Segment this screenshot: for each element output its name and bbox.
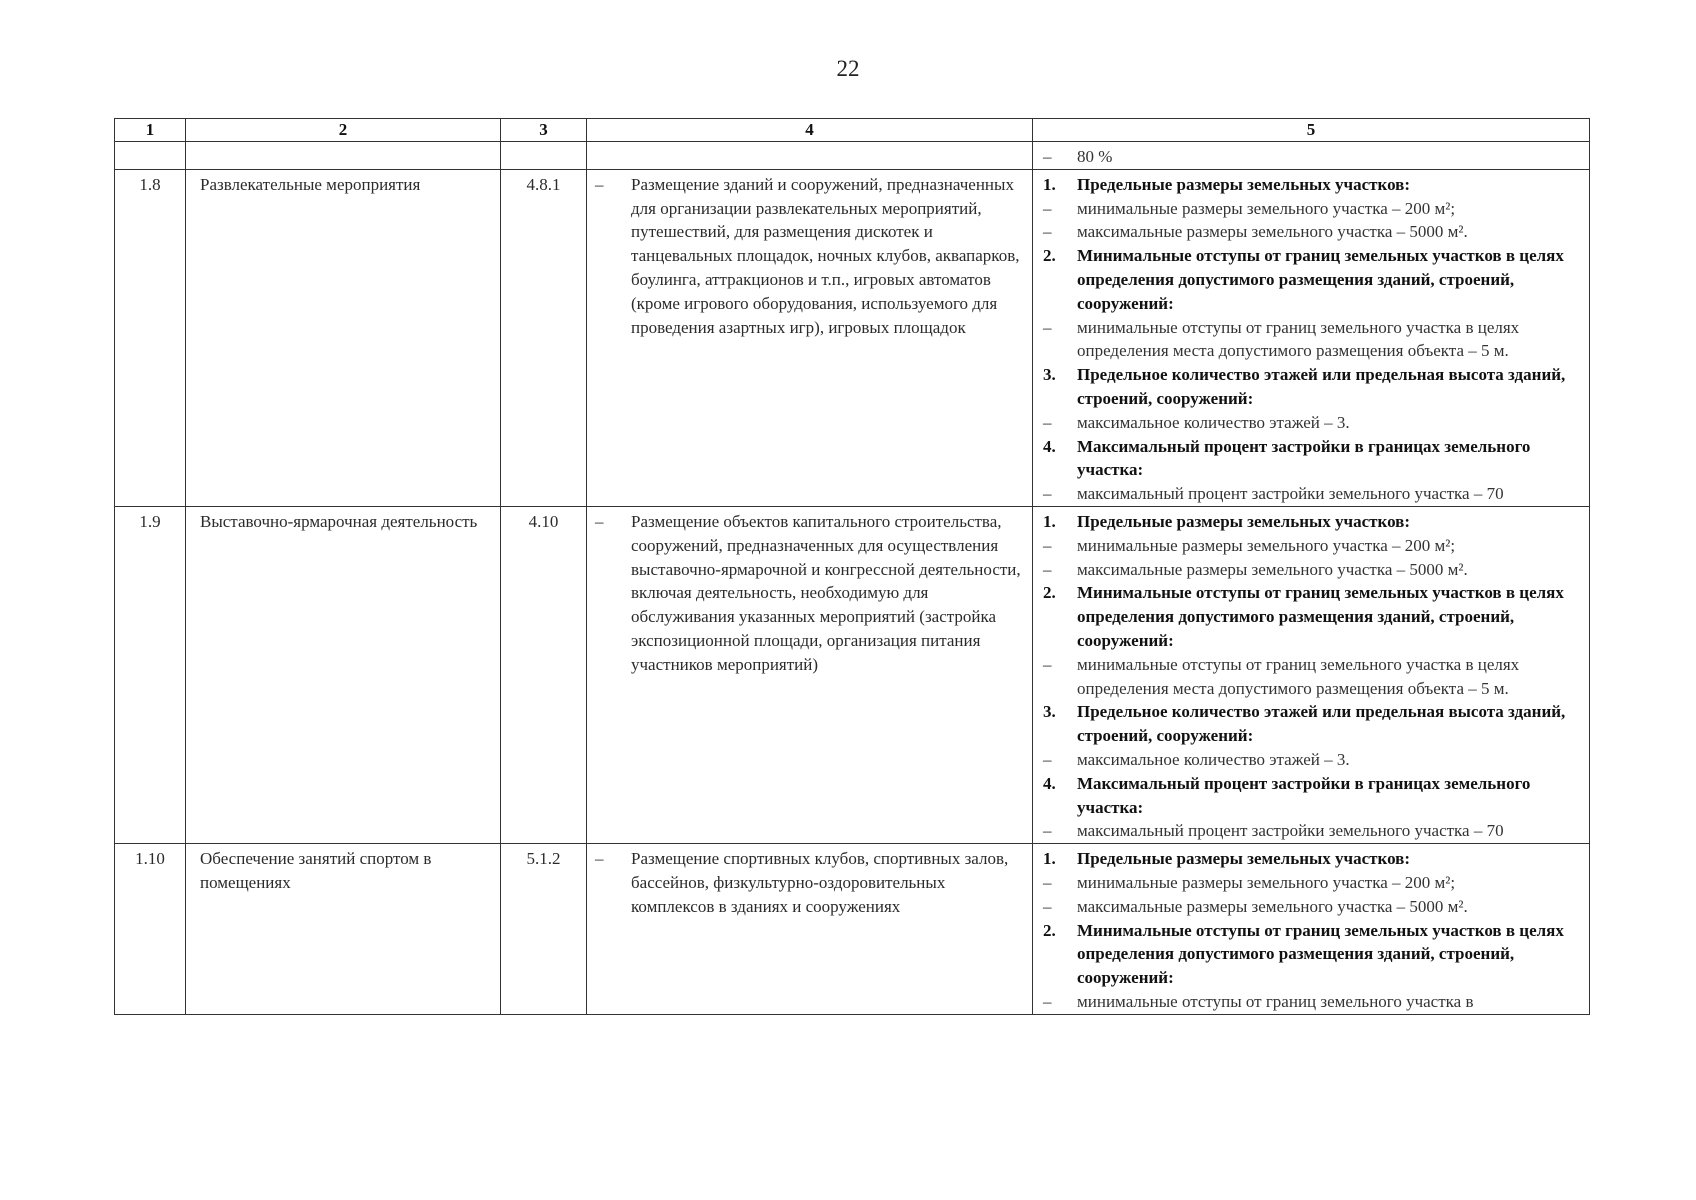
parameter-heading xyxy=(1041,244,1581,315)
use-description-cell xyxy=(587,506,1033,843)
parameter-item xyxy=(1041,220,1581,244)
dash-marker: – xyxy=(1043,317,1052,337)
row-number: 1.10 xyxy=(115,844,186,1015)
parameter-text: Предельные размеры земельных участков: xyxy=(1077,849,1411,869)
use-description: Размещение зданий и сооружений, предназначенных для организации развлекательных мероприятий, путешествий, для размещения дискотек и танцевальных площадок, ночных клубов, аквапарков, боулинга, аттракционов и т.п., игровых автоматов (кроме игрового оборудования, используемого для проведения азартных игр), игровых площадок xyxy=(631,174,1020,337)
use-description: Размещение спортивных клубов, спортивных залов, бассейнов, физкультурно-оздоровительных комплексов в зданиях и сооружениях xyxy=(631,849,1009,916)
dash-marker: – xyxy=(595,511,604,531)
parameters-cell xyxy=(1033,844,1590,1015)
parameter-text: максимальный процент застройки земельного участка – 70 xyxy=(1077,484,1504,504)
land-use-table xyxy=(114,118,1590,1015)
use-name: Развлекательные мероприятия xyxy=(186,169,501,506)
dash-marker: – xyxy=(1043,412,1052,432)
parameters-cell xyxy=(1033,169,1590,506)
header-col-3: 3 xyxy=(501,119,587,142)
parameter-text: минимальные отступы от границ земельного участка в xyxy=(1077,991,1474,1011)
list-number: 1. xyxy=(1043,511,1056,531)
list-number: 3. xyxy=(1043,702,1056,722)
parameter-text: Минимальные отступы от границ земельных участков в целях определения допустимого размещения зданий, строений, сооружений: xyxy=(1077,246,1564,313)
dash-marker: – xyxy=(1043,222,1052,242)
parameter-text: максимальный процент застройки земельного участка – 70 xyxy=(1077,821,1504,841)
parameter-heading xyxy=(1041,435,1581,483)
table-row xyxy=(115,844,1590,1015)
list-number: 4. xyxy=(1043,773,1056,793)
header-col-4: 4 xyxy=(587,119,1033,142)
use-name: Обеспечение занятий спортом в помещениях xyxy=(186,844,501,1015)
parameter-text: Максимальный процент застройки в границах земельного участка: xyxy=(1077,773,1531,817)
header-row xyxy=(115,119,1590,142)
page-number: 22 xyxy=(836,56,860,81)
dash-marker: – xyxy=(1043,484,1052,504)
list-number: 2. xyxy=(1043,920,1056,940)
dash-marker: – xyxy=(595,174,604,194)
parameter-heading xyxy=(1041,772,1581,820)
list-number: 1. xyxy=(1043,849,1056,869)
parameter-text: Предельное количество этажей или предельная высота зданий, строений, сооружений: xyxy=(1077,365,1566,408)
row-number: 1.8 xyxy=(115,169,186,506)
parameter-text: Минимальные отступы от границ земельных участков в целях определения допустимого размещения зданий, строений, сооружений: xyxy=(1077,583,1564,650)
use-name: Выставочно-ярмарочная деятельность xyxy=(186,506,501,843)
parameter-heading xyxy=(1041,847,1581,871)
use-description-cell xyxy=(587,169,1033,506)
dash-marker: – xyxy=(1043,896,1052,916)
parameter-item xyxy=(1041,819,1581,843)
continuation-row xyxy=(115,142,1590,170)
parameter-heading xyxy=(1041,363,1581,411)
list-number: 2. xyxy=(1043,583,1056,603)
parameter-text: минимальные размеры земельного участка – 200 м²; xyxy=(1077,198,1456,218)
parameter-heading xyxy=(1041,581,1581,652)
header-col-1: 1 xyxy=(115,119,186,142)
use-description: Размещение объектов капитального строительства, сооружений, предназначенных для осуществления выставочно-ярмарочной и конгрессной деятельности, включая деятельность, необходимую для обслуживания указанных мероприятий (застройка экспозиционной площади, организация питания участников мероприятий) xyxy=(631,511,1021,674)
parameter-item xyxy=(1041,748,1581,772)
parameter-heading xyxy=(1041,919,1581,990)
parameter-item xyxy=(1041,990,1581,1014)
use-code: 4.8.1 xyxy=(501,169,587,506)
parameter-item xyxy=(1041,482,1581,506)
dash-marker: – xyxy=(1043,198,1052,218)
parameters-cell xyxy=(1033,506,1590,843)
continuation-cell xyxy=(1033,142,1590,170)
parameter-item xyxy=(1041,534,1581,558)
use-code: 5.1.2 xyxy=(501,844,587,1015)
table-row xyxy=(115,169,1590,506)
parameter-heading xyxy=(1041,510,1581,534)
parameter-text: максимальные размеры земельного участка – 5000 м². xyxy=(1077,222,1468,242)
table-row xyxy=(115,506,1590,843)
dash-marker: – xyxy=(1043,535,1052,555)
dash-marker: – xyxy=(1043,654,1052,674)
parameter-text: минимальные размеры земельного участка – 200 м²; xyxy=(1077,872,1456,892)
parameter-item xyxy=(1041,558,1581,582)
list-number: 1. xyxy=(1043,174,1056,194)
parameter-item xyxy=(1041,316,1581,364)
list-number: 2. xyxy=(1043,246,1056,266)
parameter-text: Предельные размеры земельных участков: xyxy=(1077,174,1411,194)
use-code: 4.10 xyxy=(501,506,587,843)
dash-marker: – xyxy=(595,849,604,869)
parameter-text: максимальные размеры земельного участка – 5000 м². xyxy=(1077,559,1468,579)
row-number: 1.9 xyxy=(115,506,186,843)
use-description-cell xyxy=(587,844,1033,1015)
parameter-text: минимальные отступы от границ земельного участка в целях определения места допустимого размещения объекта – 5 м. xyxy=(1077,317,1520,361)
continuation-text: 80 % xyxy=(1077,147,1113,166)
parameter-text: максимальное количество этажей – 3. xyxy=(1077,412,1350,432)
dash-marker: – xyxy=(1043,872,1052,892)
parameter-text: минимальные размеры земельного участка – 200 м²; xyxy=(1077,535,1456,555)
parameter-text: максимальные размеры земельного участка – 5000 м². xyxy=(1077,896,1468,916)
parameter-text: Максимальный процент застройки в границах земельного участка: xyxy=(1077,436,1531,480)
parameter-item xyxy=(1041,871,1581,895)
parameter-item xyxy=(1041,895,1581,919)
list-number: 4. xyxy=(1043,436,1056,456)
dash-marker: – xyxy=(1043,991,1052,1011)
parameter-item xyxy=(1041,411,1581,435)
dash-marker: – xyxy=(1043,821,1052,841)
parameter-text: минимальные отступы от границ земельного участка в целях определения места допустимого размещения объекта – 5 м. xyxy=(1077,654,1520,698)
parameter-heading xyxy=(1041,173,1581,197)
parameter-text: Предельное количество этажей или предельная высота зданий, строений, сооружений: xyxy=(1077,702,1566,746)
parameter-text: Предельные размеры земельных участков: xyxy=(1077,511,1411,531)
parameter-item xyxy=(1041,653,1581,701)
dash-marker: – xyxy=(1043,559,1052,579)
list-number: 3. xyxy=(1043,365,1056,385)
parameter-text: максимальное количество этажей – 3. xyxy=(1077,749,1350,769)
parameter-heading xyxy=(1041,700,1581,748)
header-col-2: 2 xyxy=(186,119,501,142)
dash-marker: – xyxy=(1043,147,1052,166)
parameter-text: Минимальные отступы от границ земельных участков в целях определения допустимого размещения зданий, строений, сооружений: xyxy=(1077,920,1564,988)
parameter-item xyxy=(1041,197,1581,221)
dash-marker: – xyxy=(1043,749,1052,769)
header-col-5: 5 xyxy=(1033,119,1590,142)
